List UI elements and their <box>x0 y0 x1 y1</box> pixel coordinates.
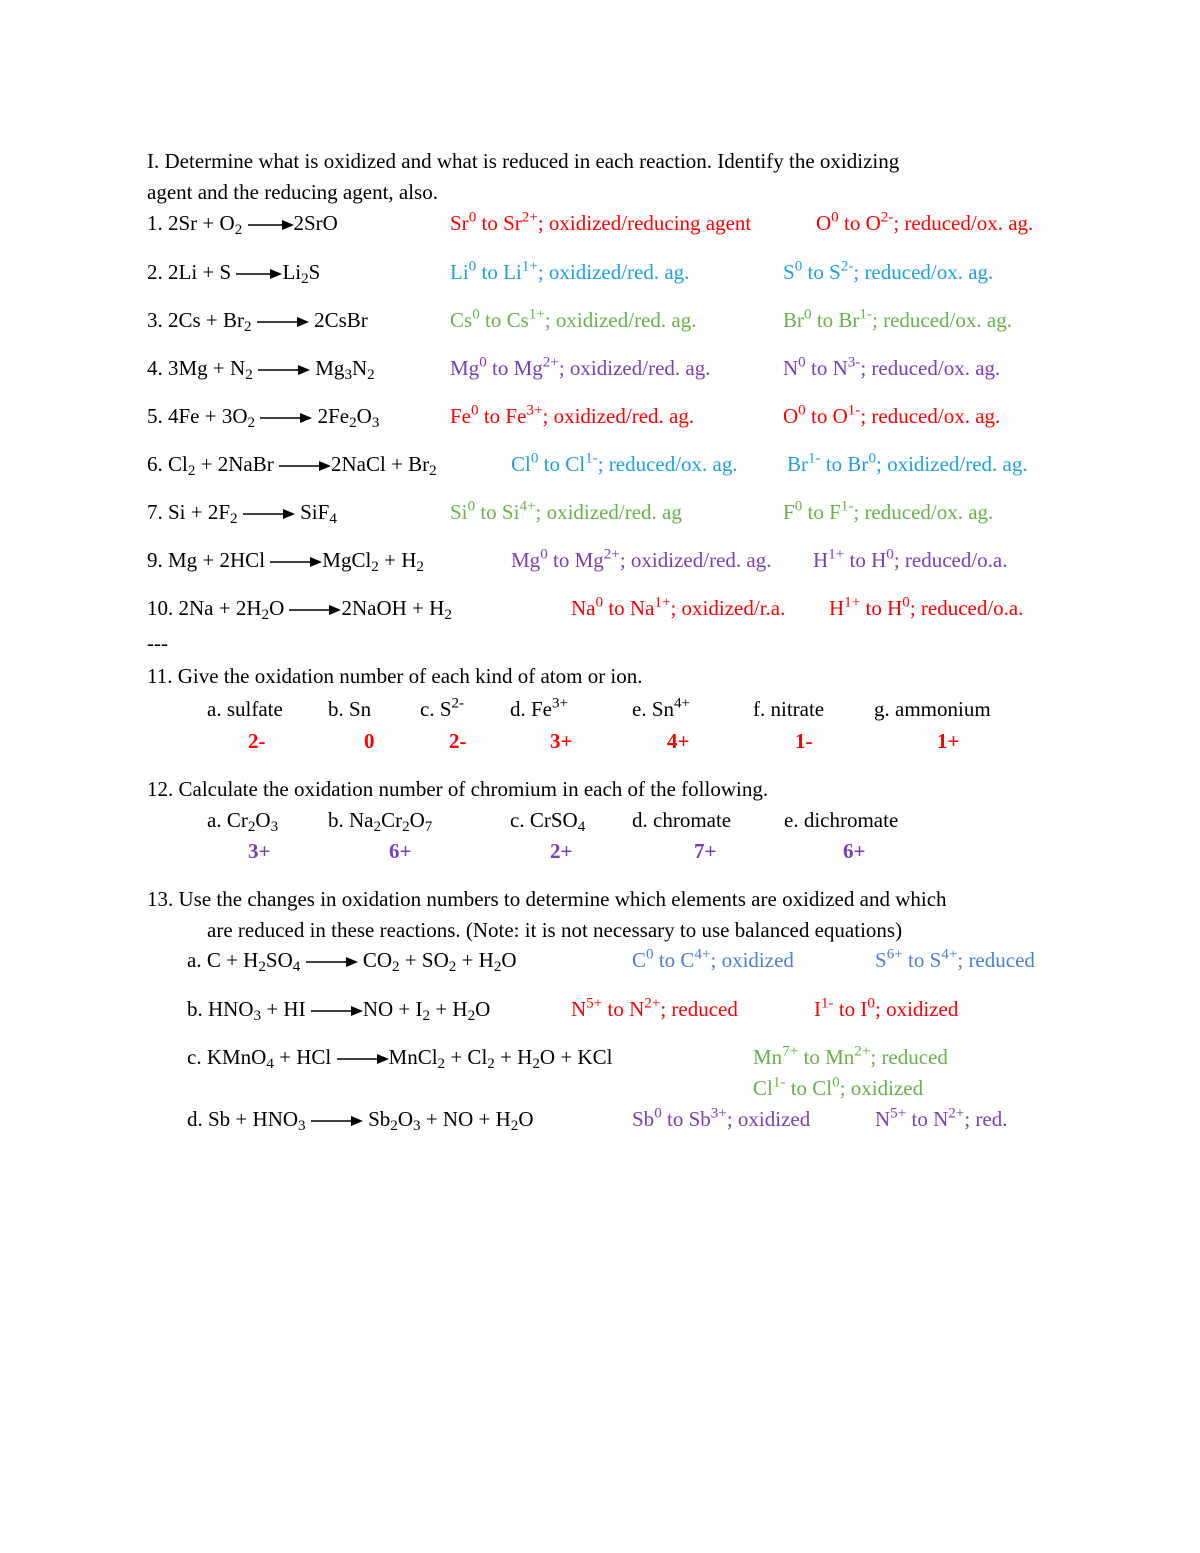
q11-answer-c: 2- <box>449 729 467 753</box>
part-label: b. <box>187 997 203 1021</box>
q13-b-oxidized: $I^{1-}$ to $I^0$; oxidized <box>814 995 959 1021</box>
reaction-number: 6. <box>147 452 163 476</box>
reaction-6-oxidized: $Br^{1-}$ to Br$^0$; oxidized/red. ag. <box>787 450 1028 476</box>
q13-c-oxidized: $Cl^{1-}$ to Cl$^0$; oxidized <box>753 1074 924 1100</box>
reaction-2-equation: 2. 2Li + S $Li_2S$ <box>147 260 321 288</box>
q12-item-b: b. $Na_2Cr_2O_7$ <box>328 808 433 836</box>
q13-b-equation: b. $HNO_3$ + HI NO + $I_2 + H_2O$ <box>187 997 491 1025</box>
reaction-2-oxidized: Li$^0$ to $Li^{1+}$; oxidized/red. ag. <box>450 258 690 284</box>
separator: --- <box>147 631 168 655</box>
reaction-1-equation: 1. $2Sr + O_2$ 2SrO <box>147 211 338 239</box>
q13-b-reduced: $N^{5+}$ to $N^{2+}$; reduced <box>571 995 738 1021</box>
reaction-6-reduced: Cl$^0$ to $Cl^{1-}$; reduced/ox. ag. <box>511 450 738 476</box>
reaction-number: 9. <box>147 548 163 572</box>
reaction-7-reduced: $F^0$ to $F^{1-}$; reduced/ox. ag. <box>783 498 994 524</box>
reaction-2-reduced: $S^0$ to $S^{2-}$; reduced/ox. ag. <box>783 258 994 284</box>
q13-d-equation: d. $Sb + HNO_3$ $Sb_2O_3$ + NO + $H_2O$ <box>187 1107 534 1135</box>
reaction-arrow-icon <box>289 604 341 616</box>
reaction-arrow-icon <box>257 316 309 328</box>
q12-item-d: d. chromate <box>632 808 732 832</box>
q13-a-reduced: $S^{6+}$ to $S^{4+}$; reduced <box>875 946 1035 972</box>
reaction-9-reduced: $H^{1+}$ to $H^0$; reduced/o.a. <box>813 546 1008 572</box>
q11-item-e: e. $Sn^{4+}$ <box>632 695 691 721</box>
reaction-number: 1. <box>147 211 163 235</box>
reaction-3-oxidized: Cs$^0$ to $Cs^{1+}$; oxidized/red. ag. <box>450 306 697 332</box>
reaction-4-reduced: $N^0$ to $N^{3-}$; reduced/ox. ag. <box>783 354 1001 380</box>
reaction-number: 4. <box>147 356 163 380</box>
q13-c-equation: c. KMnO$_4$ + HCl MnCl$_2$ + $Cl_2 + H_2O$ + KCl <box>187 1045 613 1073</box>
reaction-number: 10. <box>147 596 174 620</box>
q12-item-c: c. CrSO$_4$ <box>510 808 586 836</box>
reaction-4-equation: 4. $3Mg + N_2$ $Mg_3N_2$ <box>147 356 375 384</box>
q12-prompt: 12. Calculate the oxidation number of chromium in each of the following. <box>147 777 769 801</box>
q11-item-b: b. Sn <box>328 697 372 721</box>
q12-answer-d: 7+ <box>694 839 717 863</box>
reaction-4-oxidized: Mg$^0$ to $Mg^{2+}$; oxidized/red. ag. <box>450 354 711 380</box>
reaction-6-equation: 6. $Cl_2$ + 2NaBr 2NaCl + $Br_2$ <box>147 452 437 480</box>
q13-prompt-line2: are reduced in these reactions. (Note: it is not necessary to use balanced equations) <box>207 918 903 942</box>
reaction-arrow-icon <box>270 556 322 568</box>
section1-intro-line1: I. Determine what is oxidized and what is reduced in each reaction. Identify the oxidizing <box>147 149 900 173</box>
q11-answer-a: 2- <box>248 729 266 753</box>
reaction-9-equation: 9. Mg + 2HCl MgCl$_2$ + $H_2$ <box>147 548 424 576</box>
q12-answer-e: 6+ <box>843 839 866 863</box>
q11-answer-e: 4+ <box>667 729 690 753</box>
q13-c-reduced: $Mn^{7+}$ to $Mn^{2+}$; reduced <box>753 1043 948 1069</box>
q12-answer-b: 6+ <box>389 839 412 863</box>
reaction-number: 3. <box>147 308 163 332</box>
reaction-3-reduced: Br$^0$ to $Br^{1-}$; reduced/ox. ag. <box>783 306 1012 332</box>
q13-d-oxidized: Sb$^0$ to $Sb^{3+}$; oxidized <box>632 1105 811 1131</box>
reaction-5-equation: 5. $4Fe + 3O_2$ $2Fe_2O_3$ <box>147 404 380 432</box>
reaction-1-oxidized: Sr$^0$ to $Sr^{2+}$; oxidized/reducing agent <box>450 209 752 235</box>
q13-a-oxidized: $C^0$ to $C^{4+}$; oxidized <box>632 946 794 972</box>
q11-answer-d: 3+ <box>550 729 573 753</box>
q13-prompt-line1: 13. Use the changes in oxidation numbers to determine which elements are oxidized and which <box>147 887 947 911</box>
q12-item-e: e. dichromate <box>784 808 899 832</box>
q11-item-d: d. $Fe^{3+}$ <box>510 695 569 721</box>
reaction-arrow-icon <box>248 219 294 231</box>
reaction-arrow-icon <box>236 268 282 280</box>
part-label: a. <box>187 948 202 972</box>
reaction-number: 5. <box>147 404 163 428</box>
reaction-7-oxidized: Si$^0$ to $Si^{4+}$; oxidized/red. ag <box>450 498 682 524</box>
reaction-arrow-icon <box>311 1005 363 1017</box>
reaction-9-oxidized: Mg$^0$ to $Mg^{2+}$; oxidized/red. ag. <box>511 546 772 572</box>
reaction-arrow-icon <box>337 1053 389 1065</box>
reaction-arrow-icon <box>243 508 295 520</box>
q11-item-a: a. sulfate <box>207 697 283 721</box>
section1-intro-line2: agent and the reducing agent, also. <box>147 180 438 204</box>
reaction-5-reduced: $O^0$ to $O^{1-}$; reduced/ox. ag. <box>783 402 1001 428</box>
q11-item-g: g. ammonium <box>874 697 991 721</box>
reaction-10-oxidized: Na$^0$ to $Na^{1+}$; oxidized/r.a. <box>571 594 786 620</box>
reaction-10-reduced: $H^{1+}$ to $H^0$; reduced/o.a. <box>829 594 1024 620</box>
reaction-5-oxidized: Fe$^0$ to $Fe^{3+}$; oxidized/red. ag. <box>450 402 695 428</box>
reaction-1-reduced: $O^0$ to $O^{2-}$; reduced/ox. ag. <box>816 209 1034 235</box>
reaction-arrow-icon <box>311 1115 363 1127</box>
reaction-10-equation: 10. $2Na + 2H_2O$ 2NaOH + $H_2$ <box>147 596 452 624</box>
q11-prompt: 11. Give the oxidation number of each kind of atom or ion. <box>147 664 643 688</box>
reaction-number: 7. <box>147 500 163 524</box>
reaction-arrow-icon <box>260 412 312 424</box>
reaction-arrow-icon <box>306 956 358 968</box>
reaction-arrow-icon <box>258 364 310 376</box>
reaction-7-equation: 7. $Si + 2F_2$ SiF$_4$ <box>147 500 337 528</box>
q11-item-c: c. $S^{2-}$ <box>420 695 465 721</box>
reaction-arrow-icon <box>279 460 331 472</box>
q11-answer-f: 1- <box>795 729 813 753</box>
part-label: c. <box>187 1045 202 1069</box>
q11-item-f: f. nitrate <box>753 697 825 721</box>
q11-answer-g: 1+ <box>937 729 960 753</box>
q13-d-reduced: $N^{5+}$ to $N^{2+}$; red. <box>875 1105 1008 1131</box>
q11-answer-b: 0 <box>364 729 375 753</box>
q12-item-a: a. $Cr_2O_3$ <box>207 808 279 836</box>
q12-answer-a: 3+ <box>248 839 271 863</box>
part-label: d. <box>187 1107 203 1131</box>
q12-answer-c: 2+ <box>550 839 573 863</box>
q13-a-equation: a. $C + H_2SO_4$ $CO_2 + SO_2 + H_2O$ <box>187 948 517 976</box>
reaction-3-equation: 3. $2Cs + Br_2$ 2CsBr <box>147 308 368 336</box>
reaction-number: 2. <box>147 260 163 284</box>
